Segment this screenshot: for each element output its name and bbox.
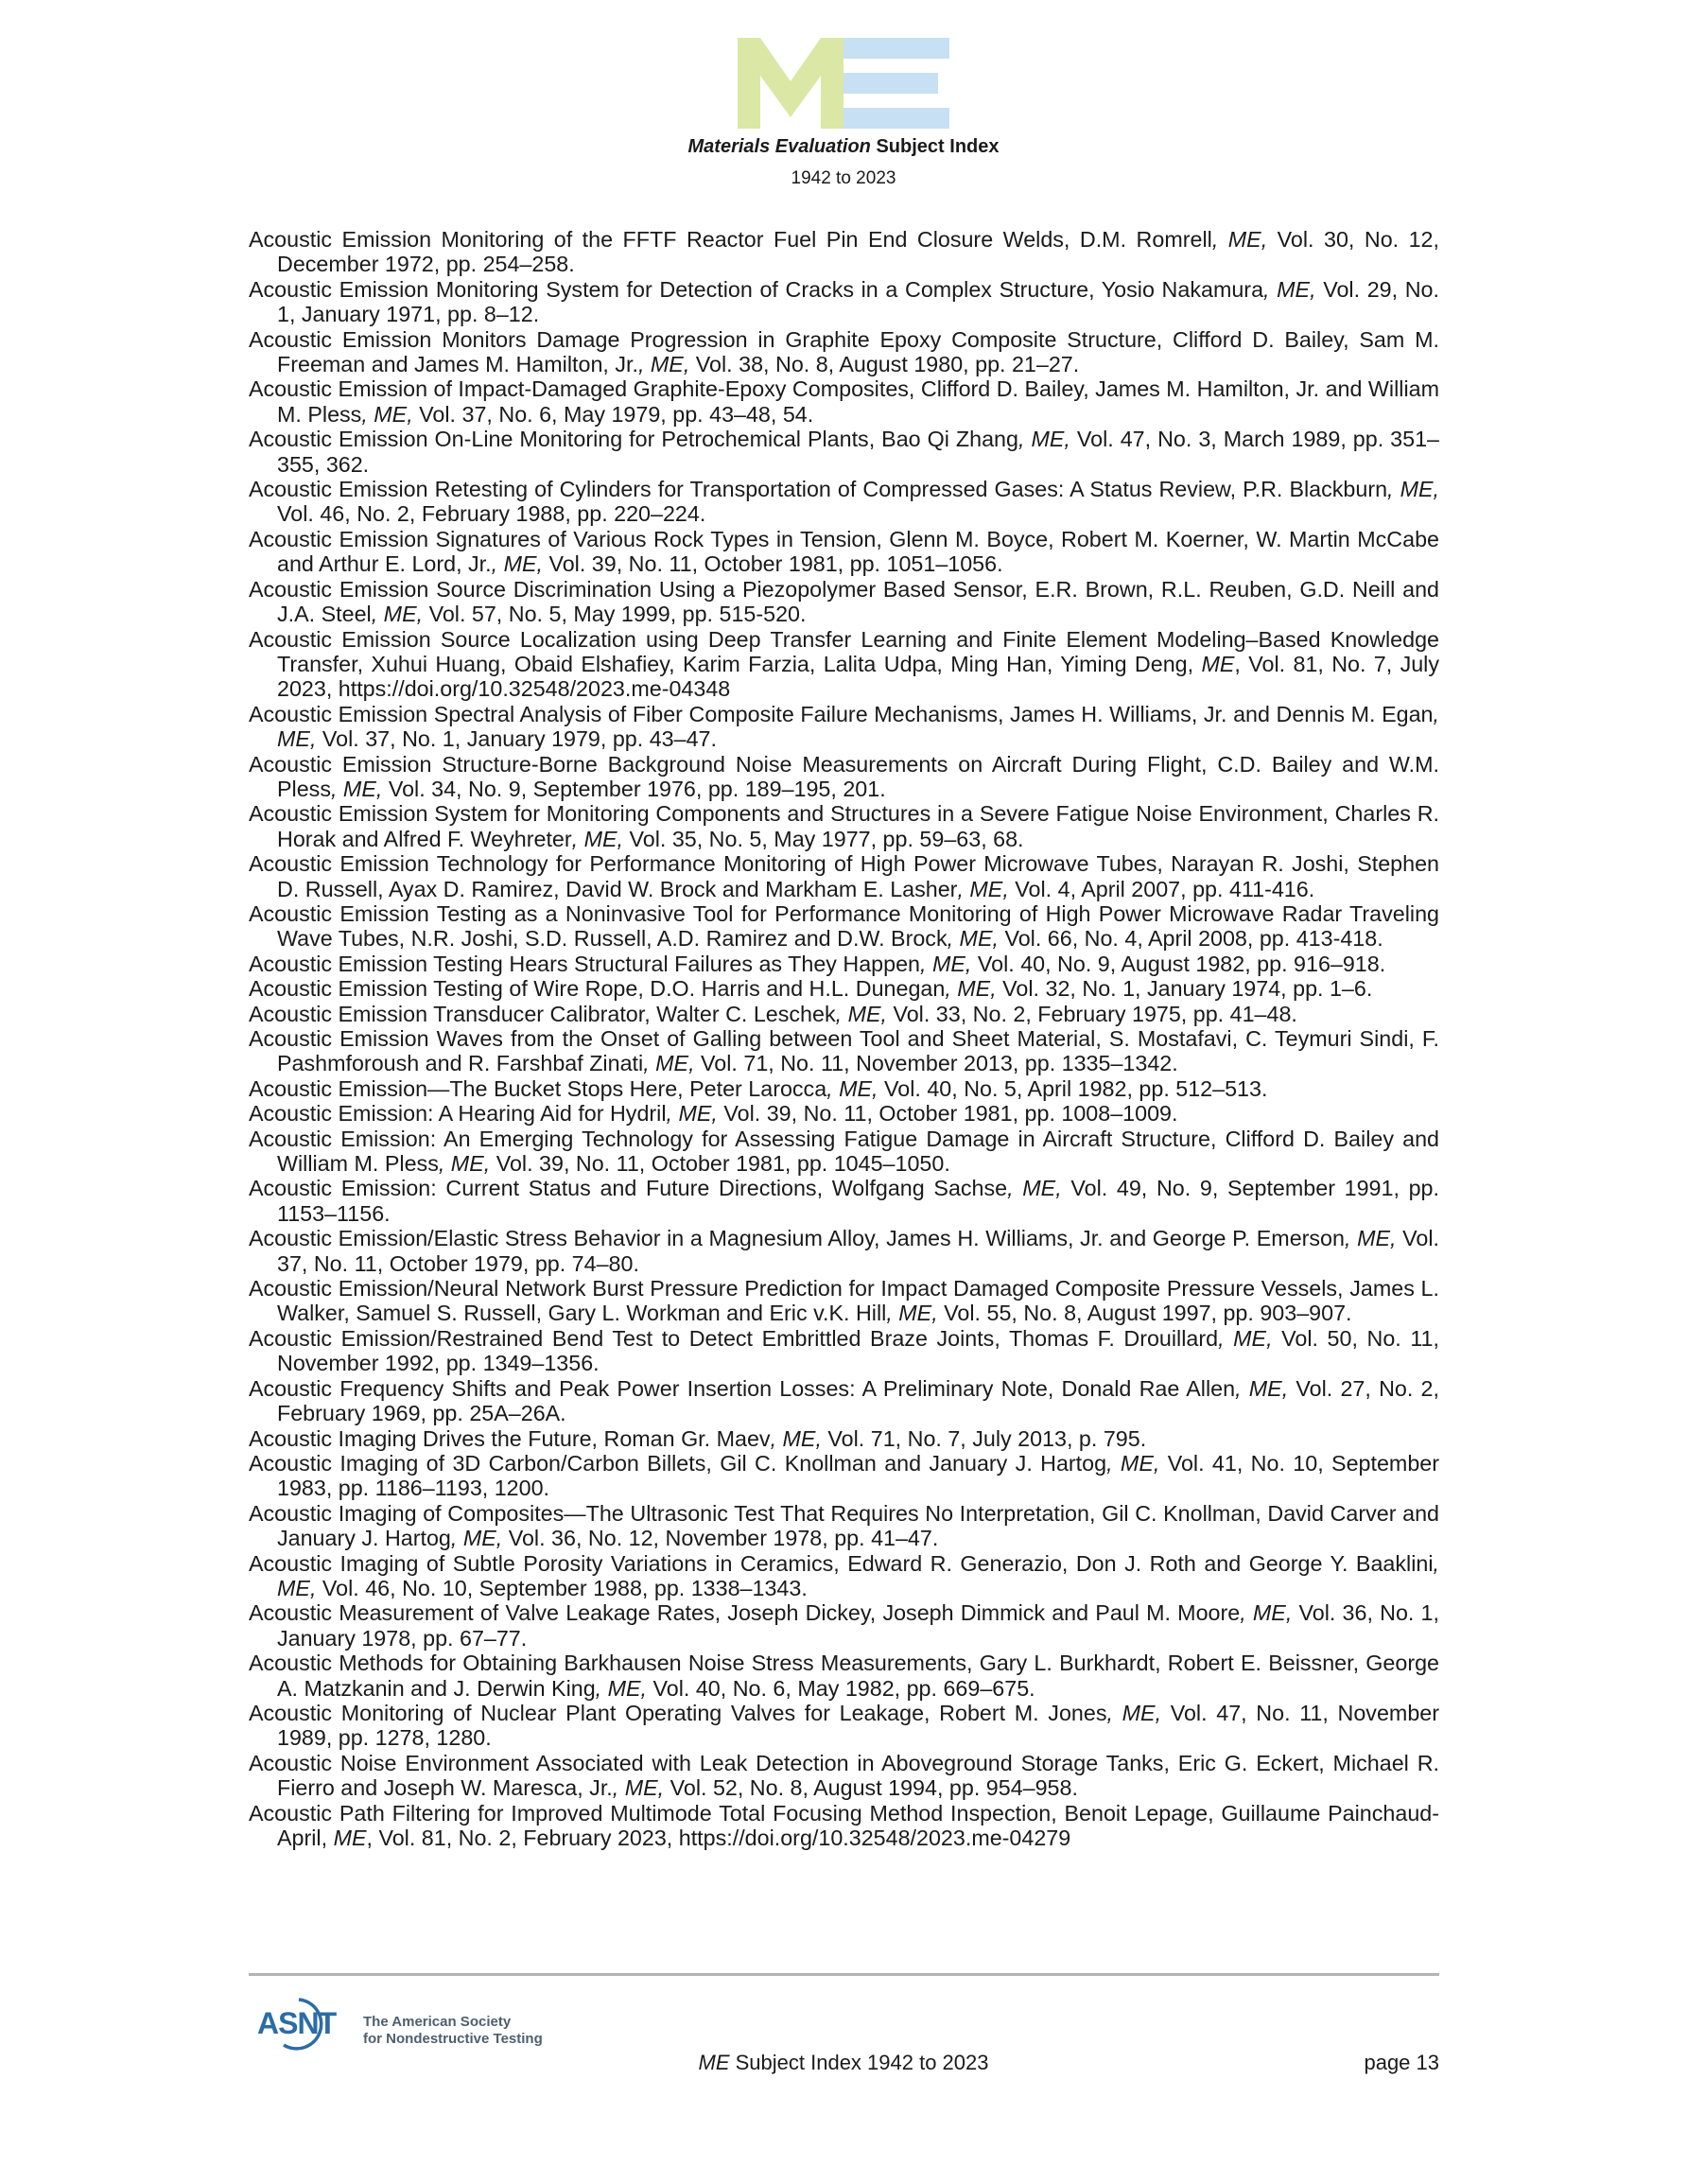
entry-title-authors: Acoustic Emission: Current Status and Future Directions, Wolfgang Sachse (249, 1176, 1008, 1201)
header-logo (0, 38, 1687, 129)
index-entry (249, 1127, 1439, 1177)
entry-citation: Vol. 40, No. 9, August 1982, pp. 916–918. (971, 951, 1386, 976)
entry-citation: Vol. 36, No. 12, November 1978, pp. 41–47. (502, 1526, 939, 1551)
me-logo-icon (738, 38, 949, 129)
asnt-org-name (363, 2014, 543, 2048)
entry-citation: Vol. 40, No. 5, April 1982, pp. 512–513. (878, 1075, 1268, 1101)
index-title (0, 136, 1687, 158)
entry-title-authors: Acoustic Emission Monitoring of the FFTF Reactor Fuel Pin End Closure Welds, D.M. Romrell (249, 227, 1212, 252)
entry-journal: , ME, (330, 776, 383, 801)
entry-title-authors: Acoustic Imaging Drives the Future, Roman Gr. Maev (249, 1425, 771, 1451)
entry-journal: , ME, (947, 926, 999, 952)
entry-journal: , ME, (1106, 1450, 1160, 1476)
index-entry (249, 427, 1439, 477)
index-entry (249, 1026, 1439, 1076)
svg-text:ASNT: ASNT (257, 2006, 337, 2040)
index-entry (249, 376, 1439, 427)
footer-title-rest: Subject Index 1942 to 2023 (729, 2051, 989, 2074)
index-entry (249, 1451, 1439, 1501)
entry-journal: , ME, (957, 876, 1009, 901)
asnt-logo-icon (255, 1994, 357, 2051)
entry-citation: Vol. 66, No. 4, April 2008, pp. 413-418. (998, 926, 1383, 952)
index-entry (249, 1600, 1439, 1651)
index-years: 1942 to 2023 (791, 168, 896, 188)
entry-citation: Vol. 39, No. 11, October 1981, pp. 1051–1056. (543, 551, 1003, 577)
entry-title-authors: Acoustic Emission of Impact-Damaged Graphite-Epoxy Composites, Clifford D. Bailey, James M. Hamilton, Jr. and William M. Pless (249, 376, 1439, 427)
entry-title-authors: Acoustic Emission/Restrained Bend Test to Detect Embrittled Braze Joints, Thomas F. Drouillard (249, 1325, 1219, 1351)
index-entry (249, 851, 1439, 901)
entry-journal: , ME, (1106, 1700, 1162, 1725)
index-entry (249, 1101, 1439, 1126)
index-entry (249, 1076, 1439, 1101)
index-entry (249, 1701, 1439, 1751)
entry-citation: Vol. 37, No. 11, October 1979, pp. 74–80. (277, 1226, 1440, 1276)
entry-title-authors: Acoustic Emission On-Line Monitoring for Petrochemical Plants, Bao Qi Zhang (249, 427, 1018, 452)
index-entry (249, 227, 1439, 277)
entry-journal: , ME, (1263, 276, 1316, 302)
entry-journal: , ME, (571, 826, 624, 851)
index-entry (249, 1002, 1439, 1026)
entry-journal: , ME, (277, 1550, 1439, 1600)
index-entry (249, 527, 1439, 577)
index-entry (249, 952, 1439, 976)
entry-citation: Vol. 71, No. 7, July 2013, p. 795. (821, 1425, 1147, 1451)
entry-citation: Vol. 57, No. 5, May 1999, pp. 515-520. (423, 602, 807, 627)
entry-title-authors: Acoustic Emission: A Hearing Aid for Hydril (249, 1101, 667, 1127)
index-entry (249, 627, 1439, 702)
entry-title-authors: Acoustic Emission Source Discrimination Using a Piezopolymer Based Sensor, E.R. Brown, R.L. Reuben, G.D. Neill and J.A. Steel (249, 576, 1439, 627)
entry-citation: Vol. 41, No. 10, September 1983, pp. 1186–1193, 1200. (277, 1450, 1439, 1501)
entry-citation: Vol. 52, No. 8, August 1994, pp. 954–958. (664, 1775, 1078, 1801)
entry-journal: , ME, (643, 1051, 695, 1076)
entry-journal: , ME, (920, 951, 972, 976)
entry-citation: Vol. 55, No. 8, August 1997, pp. 903–907. (937, 1301, 1352, 1326)
index-entry (249, 477, 1439, 527)
index-entry (249, 577, 1439, 627)
index-entry (249, 702, 1439, 752)
index-entry (249, 1551, 1439, 1601)
entry-journal: , ME, (277, 701, 1439, 752)
entry-journal: , ME, (1235, 1375, 1289, 1401)
entry-journal: , ME, (886, 1301, 938, 1326)
entry-journal: , ME, (1017, 427, 1070, 452)
footer-journal-abbr: ME (698, 2051, 730, 2074)
entry-citation: Vol. 37, No. 6, May 1979, pp. 43–48, 54. (412, 401, 814, 427)
entry-title-authors: Acoustic Measurement of Valve Leakage Rates, Joseph Dickey, Joseph Dimmick and Paul M. Moore (249, 1600, 1241, 1626)
entry-citation: Vol. 39, No. 11, October 1981, pp. 1045–1050. (490, 1151, 950, 1177)
entry-title-authors: Acoustic Emission Testing as a Noninvasive Tool for Performance Monitoring of High Power Microwave Radar Traveling Wave Tubes, N.R. Joshi, S.D. Russell, A.D. Ramirez and D.W. Brock (249, 900, 1439, 952)
entry-title-authors: Acoustic Monitoring of Nuclear Plant Operating Valves for Leakage, Robert M. Jones (249, 1700, 1107, 1725)
entry-journal: , ME, (945, 976, 997, 1002)
entry-citation: Vol. 47, No. 11, November 1989, pp. 1278, 1280. (277, 1700, 1439, 1751)
entry-journal: , ME, (1007, 1176, 1062, 1201)
entry-title-authors: Acoustic Emission Retesting of Cylinders for Transportation of Compressed Gases: A Status Review, P.R. Blackburn (249, 477, 1388, 502)
entry-title-authors: Acoustic Emission Source Localization using Deep Transfer Learning and Finite Element Modeling–Based Knowledge Transfer, Xuhui Huang, Obaid Elshafiey, Karim Farzia, Lalita Udpa, Ming Han, Yiming Deng, (249, 626, 1439, 676)
index-entry-list (249, 227, 1439, 1850)
index-entry (249, 1376, 1439, 1426)
entry-citation: Vol. 39, No. 11, October 1981, pp. 1008–1009. (717, 1101, 1178, 1127)
index-entry (249, 1276, 1439, 1326)
entry-citation: Vol. 37, No. 1, January 1979, pp. 43–47. (316, 726, 717, 752)
index-entry (249, 327, 1439, 377)
entry-journal: , ME, (612, 1775, 665, 1801)
entry-title-authors: Acoustic Emission Signatures of Various Rock Types in Tension, Glenn M. Boyce, Robert M. Koerner, W. Martin McCabe and Arthur E. Lord, Jr. (249, 526, 1439, 577)
entry-title-authors: Acoustic Emission Transducer Calibrator, Walter C. Leschek (249, 1001, 836, 1026)
asnt-name-line2: for Nondestructive Testing (363, 2031, 543, 2047)
entry-journal: , ME, (666, 1101, 718, 1127)
entry-journal: , ME, (361, 401, 413, 427)
index-entry (249, 1501, 1439, 1551)
entry-journal: , ME, (637, 352, 690, 377)
index-entry (249, 1651, 1439, 1701)
entry-title-authors: Acoustic Emission Structure-Borne Background Noise Measurements on Aircraft During Flight, C.D. Bailey and W.M. Pless (249, 751, 1439, 801)
entry-citation: Vol. 4, April 2007, pp. 411-416. (1008, 876, 1315, 901)
entry-citation: Vol. 33, No. 2, February 1975, pp. 41–48. (887, 1001, 1297, 1026)
asnt-logo (255, 1994, 357, 2055)
index-entry (249, 976, 1439, 1001)
entry-title-authors: Acoustic Emission Testing Hears Structural Failures as They Happen (249, 951, 921, 976)
entry-citation: Vol. 49, No. 9, September 1991, pp. 1153–1156. (277, 1176, 1439, 1226)
entry-journal: , ME, (1387, 477, 1439, 502)
entry-title-authors: Acoustic Emission Monitoring System for Detection of Cracks in a Complex Structure, Yosio Nakamura (249, 276, 1264, 302)
entry-citation: Vol. 27, No. 2, February 1969, pp. 25A–26A. (277, 1375, 1439, 1426)
entry-journal: , ME, (1211, 227, 1268, 252)
entry-title-authors: Acoustic Emission: An Emerging Technology for Assessing Fatigue Damage in Aircraft Structure, Clifford D. Bailey and William M. Pless (249, 1126, 1439, 1177)
entry-title-authors: Acoustic Emission/Elastic Stress Behavior in a Magnesium Alloy, James H. Williams, Jr. and George P. Emerson (249, 1226, 1345, 1251)
entry-citation: Vol. 71, No. 11, November 2013, pp. 1335–1342. (694, 1051, 1178, 1076)
entry-citation: Vol. 46, No. 2, February 1988, pp. 220–224. (277, 501, 706, 527)
entry-title-authors: Acoustic Frequency Shifts and Peak Power Insertion Losses: A Preliminary Note, Donald Rae Allen (249, 1375, 1236, 1401)
index-entry (249, 901, 1439, 952)
title-suffix: Subject Index (870, 136, 1000, 157)
index-entry (249, 752, 1439, 802)
entry-citation: Vol. 36, No. 1, January 1978, pp. 67–77. (277, 1600, 1439, 1651)
entry-title-authors: Acoustic Methods for Obtaining Barkhausen Noise Stress Measurements, Gary L. Burkhardt, Robert E. Beissner, George A. Matzkanin and J. Derwin King (249, 1651, 1439, 1701)
entry-title-authors: Acoustic Path Filtering for Improved Multimode Total Focusing Method Inspection, Benoit Lepage, Guillaume Painchaud-April, (249, 1800, 1439, 1850)
entry-title-authors: Acoustic Emission/Neural Network Burst Pressure Prediction for Impact Damaged Composite Pressure Vessels, James L. Walker, Samuel S. Russell, Gary L. Workman and Eric v.K. Hill (249, 1276, 1439, 1326)
asnt-name-line1: The American Society (363, 2014, 512, 2030)
entry-journal: , ME, (491, 551, 543, 577)
entry-journal: ME (333, 1826, 367, 1850)
entry-citation: Vol. 38, No. 8, August 1980, pp. 21–27. (689, 352, 1080, 377)
index-entry (249, 1751, 1439, 1801)
entry-title-authors: Acoustic Emission System for Monitoring Components and Structures in a Severe Fatigue Noise Environment, Charles R. Horak and Alfred F. Weyhreter (249, 801, 1439, 851)
entry-citation: , Vol. 81, No. 2, February 2023, https://doi.org/10.32548/2023.me-04279 (366, 1826, 1071, 1850)
entry-title-authors: Acoustic Emission Technology for Performance Monitoring of High Power Microwave Tubes, Narayan R. Joshi, Stephen D. Russell, Ayax D. Ramirez, David W. Brock and Markham E. Lasher (249, 851, 1439, 901)
entry-title-authors: Acoustic Imaging of Composites—The Ultrasonic Test That Requires No Interpretation, Gil C. Knollman, David Carver and January J. Hartog (249, 1500, 1439, 1551)
entry-journal: , ME, (1240, 1600, 1293, 1626)
entry-citation: Vol. 34, No. 9, September 1976, pp. 189–195, 201. (382, 776, 886, 801)
entry-title-authors: Acoustic Emission Monitors Damage Progression in Graphite Epoxy Composite Structure, Clifford D. Bailey, Sam M. Freeman and James M. Hamilton, Jr. (249, 326, 1439, 377)
entry-title-authors: Acoustic Emission Testing of Wire Rope, D.O. Harris and H.L. Dunegan (249, 976, 946, 1002)
index-entry (249, 1801, 1439, 1851)
entry-citation: Vol. 46, No. 10, September 1988, pp. 1338–1343. (316, 1575, 808, 1600)
entry-journal: , ME, (1218, 1325, 1273, 1351)
entry-journal: , ME, (438, 1151, 491, 1177)
entry-citation: Vol. 47, No. 3, March 1989, pp. 351–355, 362. (277, 427, 1439, 477)
index-entry (249, 277, 1439, 327)
entry-citation: Vol. 32, No. 1, January 1974, pp. 1–6. (996, 976, 1373, 1002)
journal-name: Materials Evaluation (687, 136, 871, 157)
entry-journal: , ME, (770, 1425, 822, 1451)
index-entry (249, 1226, 1439, 1276)
entry-citation: Vol. 50, No. 11, November 1992, pp. 1349–1356. (277, 1325, 1439, 1376)
entry-journal: , ME, (450, 1526, 503, 1551)
entry-journal: , ME, (826, 1075, 878, 1101)
entry-citation: Vol. 35, No. 5, May 1977, pp. 59–63, 68. (623, 826, 1024, 851)
entry-citation: Vol. 30, No. 12, December 1972, pp. 254–258. (277, 227, 1439, 277)
entry-title-authors: Acoustic Noise Environment Associated with Leak Detection in Aboveground Storage Tanks, Eric G. Eckert, Michael R. Fierro and Joseph W. Maresca, Jr. (249, 1750, 1439, 1801)
page-number: page 13 (1364, 2051, 1439, 2074)
entry-title-authors: Acoustic Imaging of Subtle Porosity Variations in Ceramics, Edward R. Generazio, Don J. Roth and George Y. Baaklini (249, 1550, 1434, 1576)
entry-title-authors: Acoustic Emission Waves from the Onset of Galling between Tool and Sheet Material, S. Mostafavi, C. Teymuri Sindi, F. Pashmforoush and R. Farshbaf Zinati (249, 1026, 1439, 1076)
entry-journal: , ME, (1344, 1226, 1397, 1251)
index-entry (249, 1326, 1439, 1376)
entry-title-authors: Acoustic Emission Spectral Analysis of Fiber Composite Failure Mechanisms, James H. Williams, Jr. and Dennis M. Egan (249, 701, 1434, 726)
entry-title-authors: Acoustic Imaging of 3D Carbon/Carbon Billets, Gil C. Knollman and January J. Hartog (249, 1450, 1107, 1476)
entry-journal: , ME, (595, 1675, 648, 1701)
entry-journal: ME (1201, 651, 1235, 676)
entry-citation: Vol. 29, No. 1, January 1971, pp. 8–12. (277, 276, 1439, 327)
index-entry (249, 1426, 1439, 1451)
index-entry (249, 1176, 1439, 1226)
entry-citation: Vol. 40, No. 6, May 1982, pp. 669–675. (647, 1675, 1035, 1701)
entry-citation: , Vol. 81, No. 7, July 2023, https://doi.org/10.32548/2023.me-04348 (277, 651, 1440, 702)
footer-divider (249, 1973, 1439, 1976)
index-entry (249, 801, 1439, 851)
entry-title-authors: Acoustic Emission—The Bucket Stops Here, Peter Larocca (249, 1075, 827, 1101)
entry-journal: , ME, (835, 1001, 887, 1026)
entry-journal: , ME, (371, 602, 424, 627)
